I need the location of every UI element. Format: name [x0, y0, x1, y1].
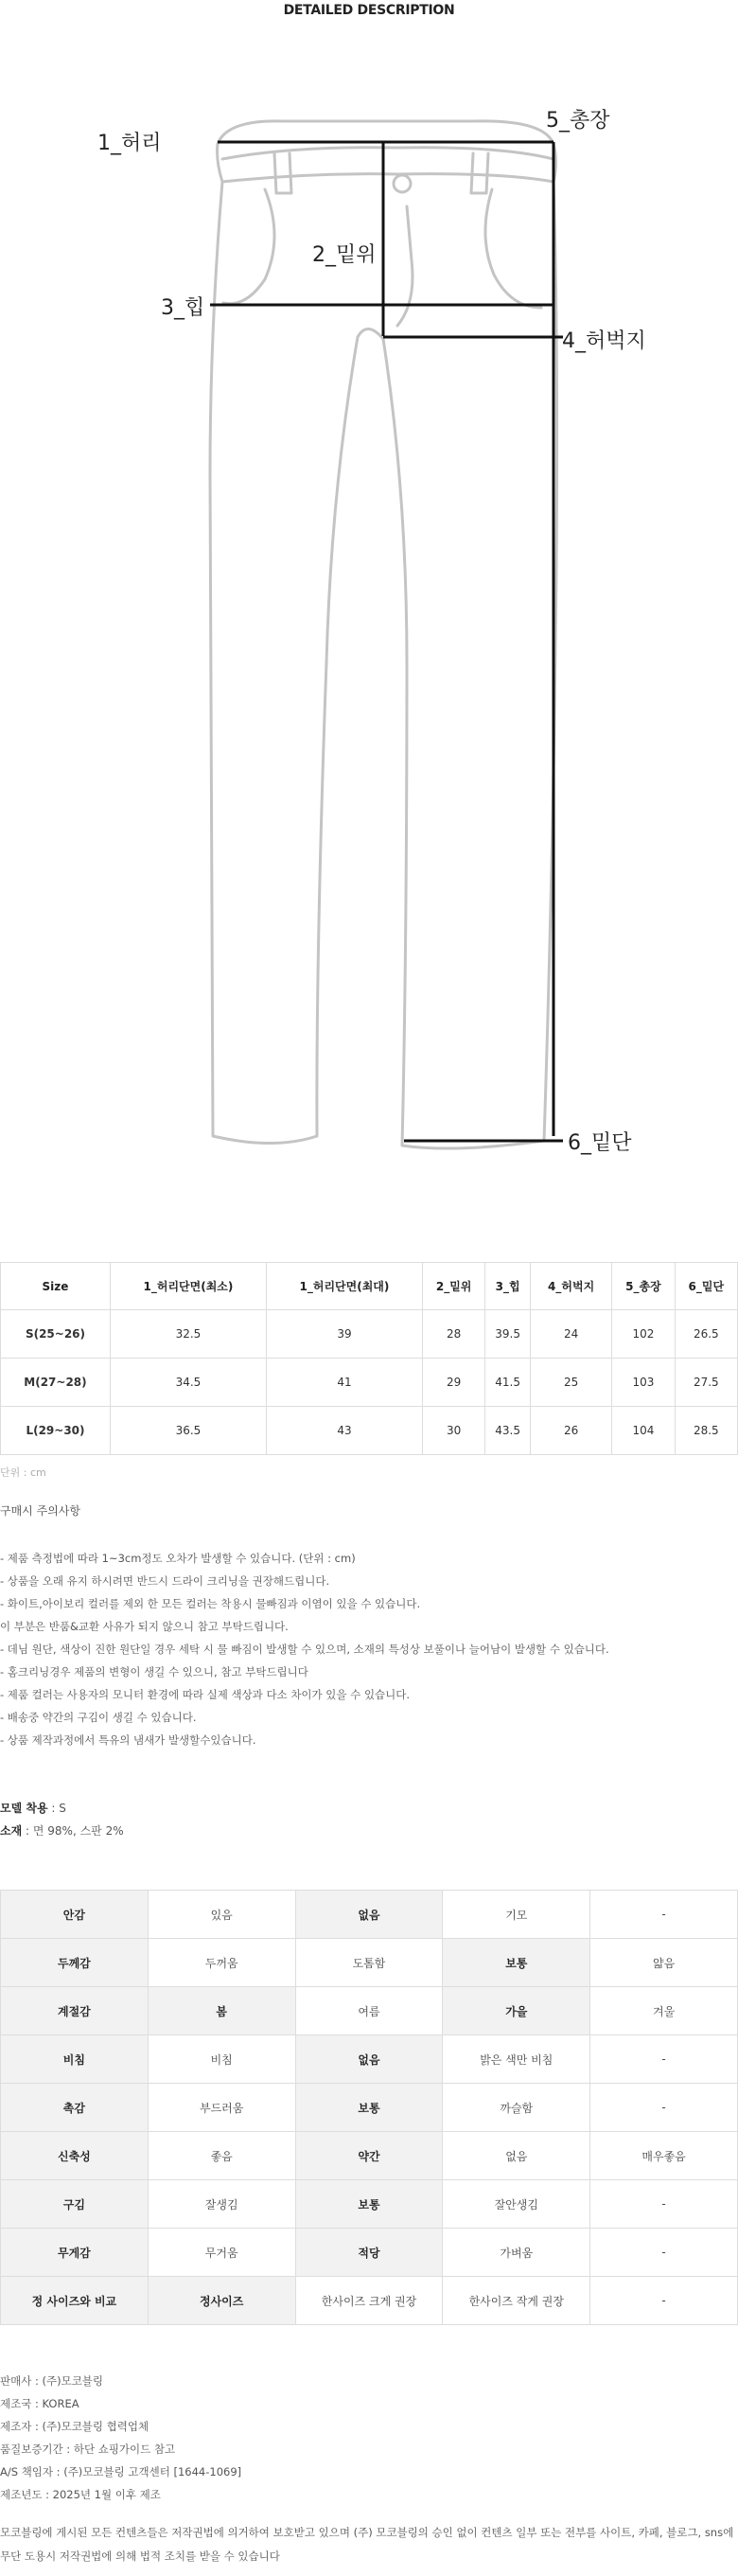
rise-label: 2_밑위 [312, 243, 377, 267]
fabric-line [0, 1820, 124, 1842]
size-cell: S(25~26) [1, 1310, 111, 1359]
feel-option: - [590, 2180, 738, 2229]
feel-option: 얇음 [590, 1939, 738, 1987]
copyright-line: 무단 도용시 저작권법에 의해 법적 조치를 받을 수 있습니다 [0, 2549, 280, 2563]
feel-option: 매우좋음 [590, 2132, 738, 2180]
fabric-value: : 면 98%, 스판 2% [22, 1824, 124, 1838]
feel-option: 잘생김 [148, 2180, 295, 2229]
hem-label: 6_밑단 [568, 1131, 632, 1155]
size-header-cell: 6_밑단 [675, 1263, 737, 1310]
size-cell: 26 [530, 1407, 611, 1455]
size-header-cell: 4_허벅지 [530, 1263, 611, 1310]
model-size-value: : S [47, 1802, 66, 1815]
feel-option-selected: 정사이즈 [148, 2277, 295, 2325]
waist-label: 1_허리 [97, 132, 162, 155]
size-table-row [1, 1359, 738, 1407]
size-cell: 43 [266, 1407, 422, 1455]
size-header-cell: 3_힙 [485, 1263, 531, 1310]
feel-row-label: 무게감 [1, 2229, 149, 2277]
care-note-item: - 제품 측정법에 따라 1~3cm정도 오차가 발생할 수 있습니다. (단위 : cm) [0, 1552, 356, 1565]
size-cell: 104 [612, 1407, 675, 1455]
feel-option: 까슬함 [443, 2084, 590, 2132]
care-note-item: - 상품을 오래 유지 하시려면 반드시 드라이 크리닝을 권장해드립니다. [0, 1574, 330, 1588]
feel-option-selected: 약간 [295, 2132, 443, 2180]
size-cell: 28 [422, 1310, 484, 1359]
size-cell: 103 [612, 1359, 675, 1407]
care-note-item: 이 부분은 반품&교환 사유가 되지 않으니 참고 부탁드립니다. [0, 1620, 289, 1633]
feel-row-label: 촉감 [1, 2084, 149, 2132]
fabric-label: 소재 [0, 1824, 23, 1838]
size-cell: 28.5 [675, 1407, 737, 1455]
copyright-notice [0, 2521, 738, 2568]
feel-option: 여름 [295, 1987, 443, 2035]
feel-row-label: 안감 [1, 1891, 149, 1939]
feel-option-selected: 봄 [148, 1987, 295, 2035]
feel-option-selected: 보통 [295, 2084, 443, 2132]
feel-option: 비침 [148, 2035, 295, 2084]
model-info [0, 1797, 124, 1842]
copyright-line: 모코블링에 게시된 모든 컨텐츠들은 저작권법에 의거하여 보호받고 있으며 (주) 모코블링의 승인 없이 컨텐츠 일부 또는 전부를 사이트, 카페, 블로그, sns에 [0, 2526, 734, 2539]
product-info-line: A/S 책임자 : (주)모코블링 고객센터 [1644-1069] [0, 2465, 242, 2478]
feel-option: 좋음 [148, 2132, 295, 2180]
product-info-line: 판매사 : (주)모코블링 [0, 2374, 104, 2388]
feel-row-label: 계절감 [1, 1987, 149, 2035]
size-header-cell: 1_허리단면(최대) [266, 1263, 422, 1310]
feel-option: - [590, 2277, 738, 2325]
care-note-item: - 배송중 약간의 구김이 생길 수 있습니다. [0, 1711, 197, 1724]
feel-option: - [590, 2035, 738, 2084]
feel-row [1, 2132, 738, 2180]
size-cell: 26.5 [675, 1310, 737, 1359]
size-cell: 36.5 [110, 1407, 266, 1455]
size-cell: 24 [530, 1310, 611, 1359]
unit-note: 단위 : cm [0, 1466, 46, 1479]
feel-row [1, 1939, 738, 1987]
care-note-item: - 화이트,아이보리 컬러를 제외 한 모든 컬러는 착용시 물빠짐과 이염이 있을 수 있습니다. [0, 1597, 421, 1610]
feel-row-label: 구김 [1, 2180, 149, 2229]
model-size-line [0, 1797, 124, 1820]
size-cell: 43.5 [485, 1407, 531, 1455]
feel-option: 기모 [443, 1891, 590, 1939]
feel-row-label: 두께감 [1, 1939, 149, 1987]
size-header-cell: 5_총장 [612, 1263, 675, 1310]
size-header-cell: 2_밑위 [422, 1263, 484, 1310]
notice-title: 구매시 주의사항 [0, 1504, 80, 1518]
care-note-item: - 상품 제작과정에서 특유의 냄새가 발생할수있습니다. [0, 1733, 256, 1747]
size-cell: 41.5 [485, 1359, 531, 1407]
size-cell: 25 [530, 1359, 611, 1407]
feel-row [1, 2277, 738, 2325]
feel-option: 부드러움 [148, 2084, 295, 2132]
feel-option: 겨울 [590, 1987, 738, 2035]
product-info-line: 품질보증기간 : 하단 쇼핑가이드 참고 [0, 2443, 176, 2456]
page-title: DETAILED DESCRIPTION [283, 3, 455, 18]
feel-option-selected: 없음 [295, 2035, 443, 2084]
size-table-row [1, 1310, 738, 1359]
thigh-label: 4_허벅지 [562, 329, 646, 353]
feel-option-selected: 보통 [443, 1939, 590, 1987]
feel-option: - [590, 2229, 738, 2277]
feel-row [1, 1891, 738, 1939]
size-cell: 39.5 [485, 1310, 531, 1359]
feel-option: 한사이즈 크게 권장 [295, 2277, 443, 2325]
feel-option-selected: 없음 [295, 1891, 443, 1939]
feel-row [1, 2035, 738, 2084]
feel-option: - [590, 2084, 738, 2132]
feel-option: 두꺼움 [148, 1939, 295, 1987]
size-cell: 27.5 [675, 1359, 737, 1407]
feel-row-label: 신축성 [1, 2132, 149, 2180]
size-table-header [1, 1263, 738, 1310]
size-cell: 34.5 [110, 1359, 266, 1407]
care-note-item: - 제품 컬러는 사용자의 모니터 환경에 따라 실제 색상과 다소 차이가 있을 수 있습니다. [0, 1688, 411, 1701]
product-info [0, 2370, 241, 2506]
feel-option: 잘안생김 [443, 2180, 590, 2229]
feel-option: 없음 [443, 2132, 590, 2180]
size-cell: 39 [266, 1310, 422, 1359]
hip-label: 3_힙 [161, 296, 205, 320]
feel-row-label: 정 사이즈와 비교 [1, 2277, 149, 2325]
feel-option: - [590, 1891, 738, 1939]
size-header-cell: Size [1, 1263, 111, 1310]
care-note-item: - 데님 원단, 색상이 진한 원단일 경우 세탁 시 물 빠짐이 발생할 수 있으며, 소재의 특성상 보풀이나 늘어남이 발생할 수 있습니다. [0, 1643, 609, 1656]
fabric-feel-table [0, 1890, 738, 2325]
feel-option-selected: 보통 [295, 2180, 443, 2229]
total-length-label: 5_총장 [546, 109, 610, 133]
size-cell: 29 [422, 1359, 484, 1407]
product-info-line: 제조국 : KOREA [0, 2397, 79, 2410]
feel-option: 밝은 색만 비침 [443, 2035, 590, 2084]
size-table [0, 1262, 738, 1455]
size-cell: 41 [266, 1359, 422, 1407]
feel-option-selected: 적당 [295, 2229, 443, 2277]
feel-option: 있음 [148, 1891, 295, 1939]
size-cell: L(29~30) [1, 1407, 111, 1455]
size-cell: 102 [612, 1310, 675, 1359]
size-cell: 30 [422, 1407, 484, 1455]
model-size-label: 모델 착용 [0, 1802, 48, 1815]
feel-option-selected: 가을 [443, 1987, 590, 2035]
feel-row-label: 비침 [1, 2035, 149, 2084]
feel-option: 도톰함 [295, 1939, 443, 1987]
care-note-item: - 홈크리닝경우 제품의 변형이 생길 수 있으니, 참고 부탁드립니다 [0, 1665, 308, 1679]
feel-option: 한사이즈 작게 권장 [443, 2277, 590, 2325]
product-info-line: 제조자 : (주)모코블링 협력업체 [0, 2420, 149, 2433]
feel-row [1, 2180, 738, 2229]
size-cell: M(27~28) [1, 1359, 111, 1407]
size-table-row [1, 1407, 738, 1455]
size-cell: 32.5 [110, 1310, 266, 1359]
size-header-cell: 1_허리단면(최소) [110, 1263, 266, 1310]
product-info-line: 제조년도 : 2025년 1월 이후 제조 [0, 2488, 161, 2501]
care-notes [0, 1547, 609, 1751]
feel-row [1, 2229, 738, 2277]
feel-row [1, 2084, 738, 2132]
feel-row [1, 1987, 738, 2035]
pants-outline-illustration [123, 95, 653, 1174]
feel-option: 가벼움 [443, 2229, 590, 2277]
feel-option: 무거움 [148, 2229, 295, 2277]
pants-size-diagram [97, 95, 653, 1174]
